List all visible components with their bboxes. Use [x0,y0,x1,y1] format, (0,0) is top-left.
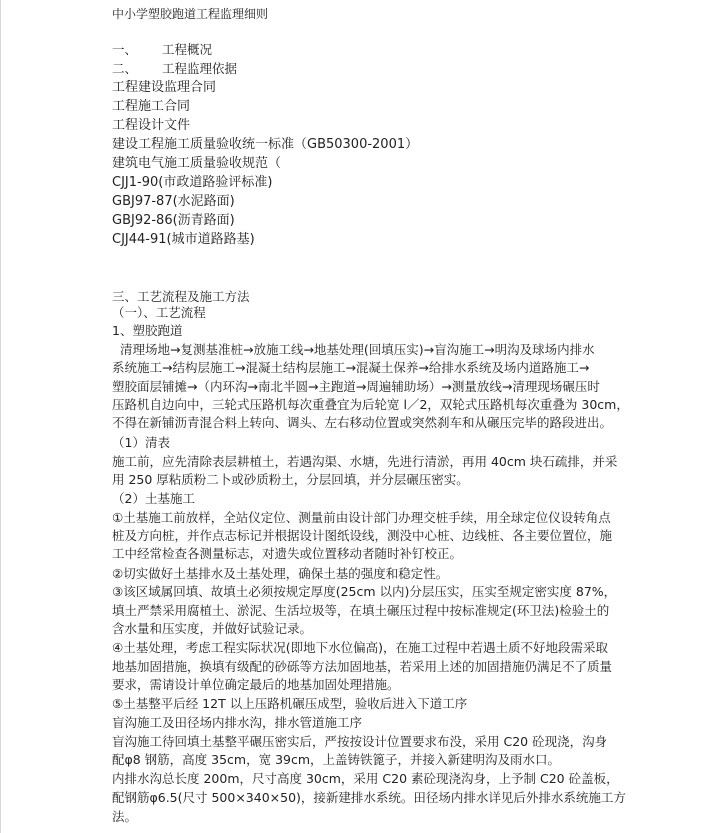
paragraph-line: 要求，需请设计单位确定最后的地基加固处理措施。 [112,677,400,692]
item-rubber-track: 1、塑胶跑道 [112,323,183,338]
paragraph-line: 盲沟施工待回填土基整平碾压密实后，严按按设计位置要求布没，采用 C20 砼现浇，沟身 [112,734,608,749]
paragraph-line: ⑤土基整平后经 12T 以上压路机碾压成型，验收后进入下道工序 [112,696,468,711]
basis-item: 工程建设监理合同 [112,80,217,95]
page-edge [0,0,1,833]
basis-item: GBJ92-86(沥青路面) [112,213,235,228]
section-label: 工程概况 [162,42,213,57]
paragraph-line: 工中经常检查各测量标志，对遗失或位置移动者随时补钉校正。 [112,546,463,561]
paragraph-line: 内排水沟总长度 200m，尺寸高度 30cm，采用 C20 素砼现浇沟身，上予制 C20 砼盖板， [112,771,619,786]
basis-item: 工程施工合同 [112,99,191,114]
paragraph-line: 地基加固措施，换填有级配的砂砾等方法加固地基，若采用上述的加固措施仍满足不了质量 [112,659,613,674]
paragraph-line: 含水量和压实度，并做好试验记录。 [112,621,313,636]
paragraph-line: ①土基施工前放样，全站仪定位、测量前由设计部门办理交桩手续，用全球定位仪设转角点 [112,510,611,525]
paragraph-line: 塑胶面层铺摊→（内环沟→南北半圆→主跑道→周遍辅助场）→测量放线→清理现场碾压时 [112,379,600,394]
paragraph-line: 盲沟施工及田径场内排水沟，排水管道施工序 [112,715,363,730]
paragraph-line: ③该区域属回填、故填土必须按规定厚度(25cm 以内)分层压实，压实至规定密实度 87%， [112,584,617,599]
paragraph-line: 压路机自边向中，三轮式压路机每次重叠宜为后轮宽 l／2，双轮式压路机每次重叠为 30cm， [112,397,629,412]
paragraph-line: ②切实做好土基排水及土基处理，确保土基的强度和稳定性。 [112,566,449,581]
paragraph-line: 填土严禁采用腐植土、淤泥、生活垃圾等，在填土碾压过程中按标准规定(环卫法)检验土的 [112,603,610,618]
paragraph-line: 桩及方向桩，并作点志标记并根据设计图纸设线，测没中心桩、边线桩、各主要位置位，施 [112,528,613,543]
basis-item: CJJ44-91(城市道路路基) [112,232,255,247]
basis-item: 建设工程施工质量验收统一标准（GB50300-2001） [112,137,419,152]
section-number: 二、 [112,61,138,76]
paragraph-line: 用 250 厚粘质粉二卜或砂质粉土，分层回填，并分层碾压密实。 [112,472,469,487]
basis-item: GBJ97-87(水泥路面) [112,194,235,209]
section-basis [112,61,237,77]
paragraph-line: ④土基处理，考虑工程实际状况(即地下水位偏高)，在施工过程中若遇土质不好地段需采取 [112,640,608,655]
paragraph-line: 配钢筋φ6.5(尺寸 500×340×50)，接新建排水系统。田径场内排水详见后外排水系统施工方 [112,790,626,805]
paragraph-line: 不得在新铺沥青混合料上转向、调头、左右移动位置或突然刹车和从碾压完毕的路段进出。 [112,415,613,430]
subheading-earthwork: （2）土基施工 [112,491,195,506]
section-overview [112,42,212,58]
subsection-process-flow: （一）、工艺流程 [112,305,206,320]
section-label: 工程监理依据 [162,61,238,76]
paragraph-line: 施工前，应先清除表层耕植土，若遇沟渠、水塘，先进行清淤，再用 40cm 块石疏排，并采 [112,454,618,469]
section-number: 一、 [112,42,138,57]
subheading-clearing: （1）清表 [112,435,170,450]
basis-item: 建筑电气施工质量验收规范（ [112,156,282,171]
paragraph-line: 清理场地→复测基准桩→放施工线→地基处理(回填压实)→盲沟施工→明沟及球场内排水 [120,342,595,357]
paragraph-line: 配φ8 钢筋，高度 35cm，宽 39cm，上盖铸铁篦子，并接入新建明沟及雨水口。 [112,752,561,767]
basis-item: 工程设计文件 [112,118,191,133]
section-process-heading: 三、工艺流程及施工方法 [112,289,250,304]
paragraph-line: 系统施工→结构层施工→混凝土结构层施工→混凝土保养→给排水系统及场内道路施工→ [112,360,590,375]
paragraph-line: 法。 [112,809,138,824]
basis-item: CJJ1-90(市政道路验评标准) [112,175,273,190]
document-title: 中小学塑胶跑道工程监理细则 [112,7,269,21]
